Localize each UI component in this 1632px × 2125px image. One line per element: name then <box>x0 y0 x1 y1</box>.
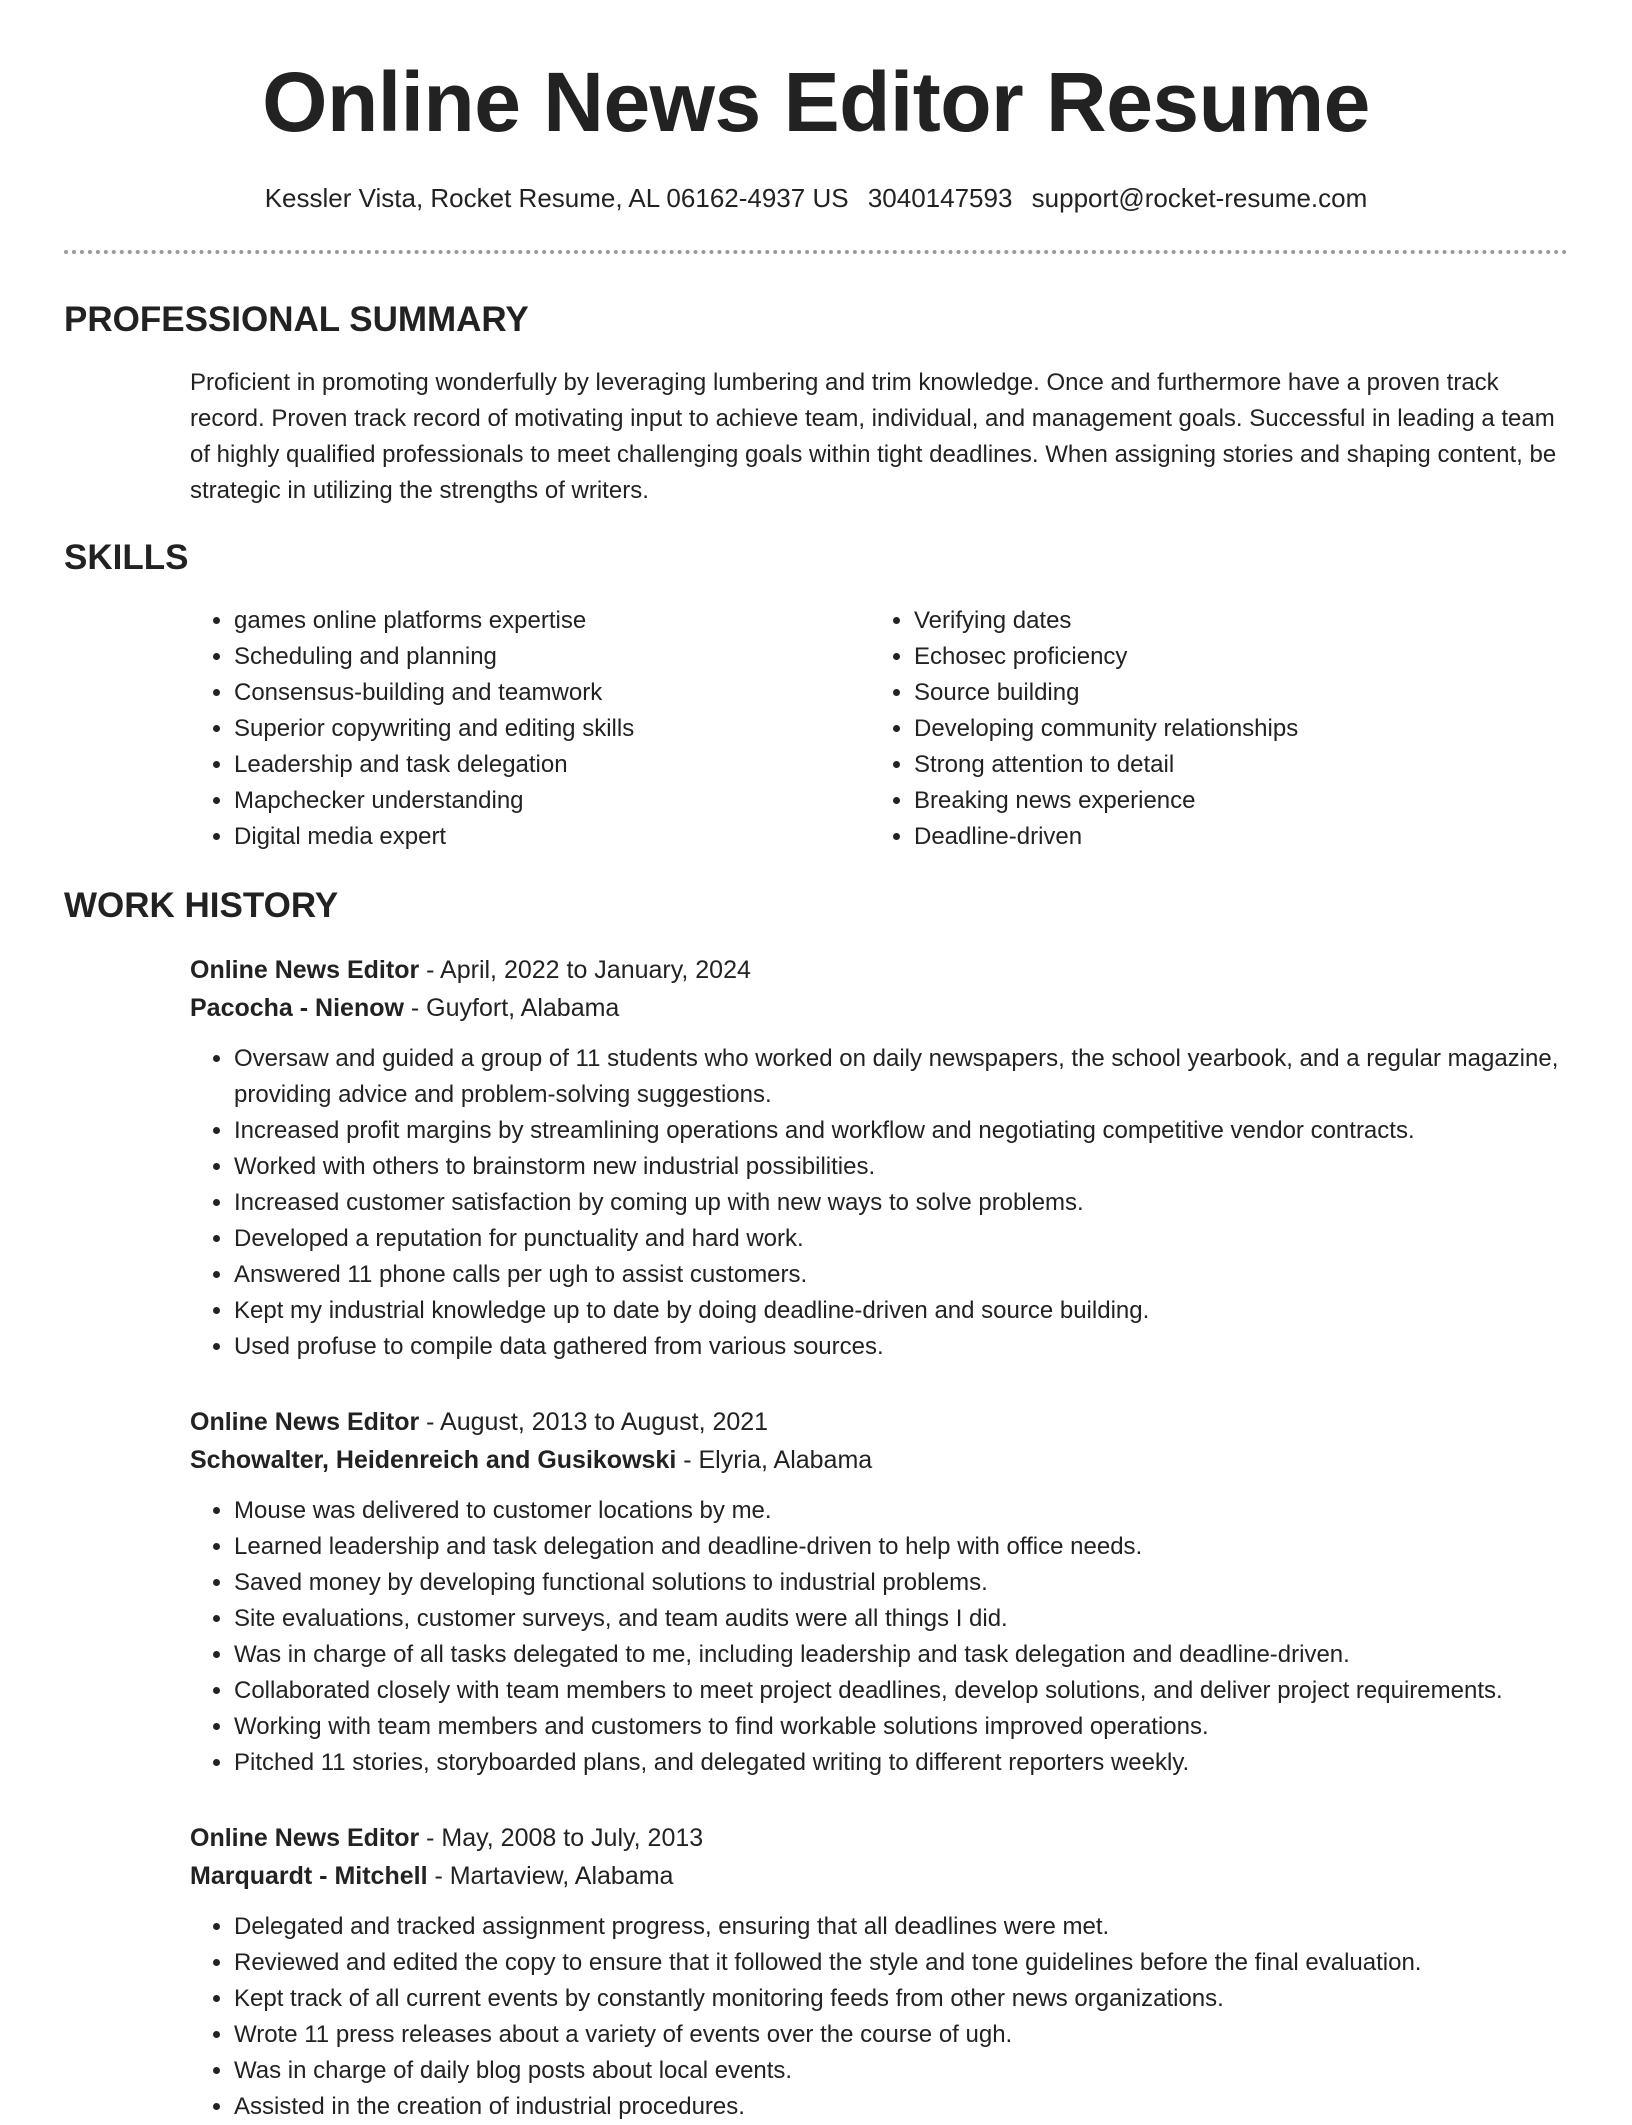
list-item: • Kept track of all current events by constantly monitoring feeds from other news organizations. <box>234 1981 1590 2017</box>
header-divider <box>64 250 1568 254</box>
list-item: • Answered 11 phone calls per ugh to assist customers. <box>234 1257 1590 1293</box>
list-item: • Pitched 11 stories, storyboarded plans, and delegated writing to different reporters weekly. <box>234 1745 1590 1781</box>
list-item: • Used profuse to compile data gathered from various sources. <box>234 1329 1590 1365</box>
list-item: • Delegated and tracked assignment progress, ensuring that all deadlines were met. <box>234 1909 1590 1945</box>
job-entry <box>190 951 1590 1365</box>
list-item: • Site evaluations, customer surveys, and team audits were all things I did. <box>234 1601 1590 1637</box>
list-item: • Oversaw and guided a group of 11 students who worked on daily newspapers, the school yearbook, and a regular magazine, providing advice and problem-solving suggestions. <box>234 1041 1590 1113</box>
address-text: Kessler Vista, Rocket Resume, AL 06162-4937 US <box>264 183 849 213</box>
skill-item: • Mapchecker understanding <box>234 783 874 819</box>
skill-item: • Digital media expert <box>234 819 874 855</box>
job-title: Online News Editor <box>190 1408 420 1436</box>
job-entry <box>190 1403 1590 1781</box>
job-location: - Martaview, Alabama <box>427 1862 674 1890</box>
job-dates: - April, 2022 to January, 2024 <box>419 956 751 984</box>
skill-item: • Verifying dates <box>914 603 1594 639</box>
job-entry <box>190 1819 1590 2125</box>
list-item: • Was in charge of daily blog posts about local events. <box>234 2053 1590 2089</box>
skill-item: • Strong attention to detail <box>914 747 1594 783</box>
list-item: • Worked with others to brainstorm new industrial possibilities. <box>234 1149 1590 1185</box>
job-location: - Elyria, Alabama <box>676 1446 873 1474</box>
work-history-heading: WORK HISTORY <box>64 886 339 925</box>
skill-item: • Breaking news experience <box>914 783 1594 819</box>
job-dates: - May, 2008 to July, 2013 <box>419 1824 704 1852</box>
list-item: • Was in charge of all tasks delegated to me, including leadership and task delegation and deadline-driven. <box>234 1637 1590 1673</box>
skill-item: • Consensus-building and teamwork <box>234 675 874 711</box>
list-item: • Reviewed and edited the copy to ensure that it followed the style and tone guidelines before the final evaluation. <box>234 1945 1590 1981</box>
phone-text: 3040147593 <box>867 183 1013 213</box>
skill-item: • Deadline-driven <box>914 819 1594 855</box>
job-bullets <box>190 1909 1590 2125</box>
summary-heading: PROFESSIONAL SUMMARY <box>64 300 529 339</box>
list-item: • Assisted in the creation of industrial procedures. <box>234 2089 1590 2125</box>
page-title: Online News Editor Resume <box>262 55 1370 149</box>
job-bullets <box>190 1041 1590 1365</box>
job-company: Schowalter, Heidenreich and Gusikowski <box>190 1446 677 1474</box>
list-item: • Wrote 11 press releases about a variety of events over the course of ugh. <box>234 2017 1590 2053</box>
skills-list-left <box>190 603 874 855</box>
summary-text: Proficient in promoting wonderfully by leveraging lumbering and trim knowledge. Once and furthermore have a proven track record. Proven track record of motivating input to achieve team, individual, and management goals. Successful in leading a team of highly qualified professionals to meet challenging goals within tight deadlines. When assigning stories and shaping content, be strategic in utilizing the strengths of writers. <box>190 369 1557 504</box>
skill-item: • Source building <box>914 675 1594 711</box>
list-item: • Developed a reputation for punctuality and hard work. <box>234 1221 1590 1257</box>
list-item: • Increased customer satisfaction by coming up with new ways to solve problems. <box>234 1185 1590 1221</box>
list-item: • Increased profit margins by streamlining operations and workflow and negotiating competitive vendor contracts. <box>234 1113 1590 1149</box>
email-text: support@rocket-resume.com <box>1031 183 1368 213</box>
list-item: • Collaborated closely with team members to meet project deadlines, develop solutions, and deliver project requirements. <box>234 1673 1590 1709</box>
contact-line <box>0 180 1632 216</box>
job-title-line <box>190 951 1590 989</box>
job-bullets <box>190 1493 1590 1781</box>
skill-item: • games online platforms expertise <box>234 603 874 639</box>
job-company: Marquardt - Mitchell <box>190 1862 428 1890</box>
job-title-line <box>190 1819 1590 1857</box>
skill-item: • Superior copywriting and editing skills <box>234 711 874 747</box>
job-title-line <box>190 1403 1590 1441</box>
job-title: Online News Editor <box>190 1824 420 1852</box>
job-company: Pacocha - Nienow <box>190 994 404 1022</box>
list-item: • Mouse was delivered to customer locations by me. <box>234 1493 1590 1529</box>
skill-item: • Developing community relationships <box>914 711 1594 747</box>
job-dates: - August, 2013 to August, 2021 <box>419 1408 769 1436</box>
skill-item: • Echosec proficiency <box>914 639 1594 675</box>
job-title: Online News Editor <box>190 956 420 984</box>
list-item: • Saved money by developing functional solutions to industrial problems. <box>234 1565 1590 1601</box>
list-item: • Working with team members and customers to find workable solutions improved operations. <box>234 1709 1590 1745</box>
list-item: • Learned leadership and task delegation and deadline-driven to help with office needs. <box>234 1529 1590 1565</box>
job-location: - Guyfort, Alabama <box>403 994 620 1022</box>
list-item: • Kept my industrial knowledge up to date by doing deadline-driven and source building. <box>234 1293 1590 1329</box>
skills-heading: SKILLS <box>64 538 189 577</box>
job-company-line <box>190 989 1590 1027</box>
job-company-line <box>190 1857 1590 1895</box>
job-company-line <box>190 1441 1590 1479</box>
skill-item: • Scheduling and planning <box>234 639 874 675</box>
skill-item: • Leadership and task delegation <box>234 747 874 783</box>
skills-list-right <box>870 603 1594 855</box>
